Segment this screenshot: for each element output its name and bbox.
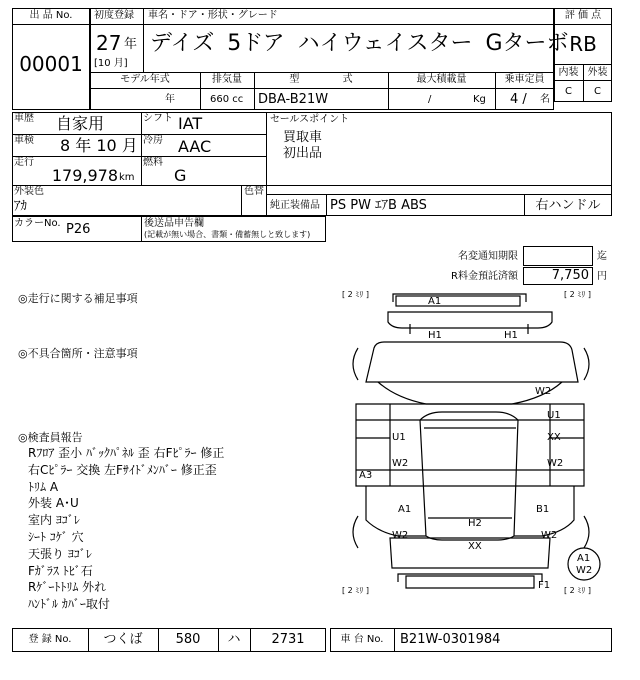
- driving-notes-title: ◎走行に関する補足事項: [18, 292, 138, 305]
- mark-h1-left: H1: [428, 330, 442, 341]
- mark-h2-center: H2: [468, 518, 482, 529]
- first-reg-label: 初度登録: [94, 10, 134, 21]
- defects-title: ◎不具合箇所・注意事項: [18, 347, 138, 360]
- lot-number-label: 出 品 No.: [29, 10, 73, 21]
- notice-box: [523, 246, 593, 266]
- mark-a1-circle: A1: [577, 553, 591, 564]
- color-change-label: 色替: [244, 186, 264, 197]
- report-line: Rｹﾞｰﾄﾄﾘﾑ 外れ: [28, 580, 107, 595]
- shift-value: IAT: [178, 114, 203, 133]
- capacity-label: 乗車定員: [504, 74, 545, 85]
- mark-u1-left: U1: [392, 432, 406, 443]
- car-desc-label: 車名・ドア・形状・グレード: [148, 10, 278, 21]
- notice-unit: 迄: [597, 251, 607, 262]
- mark-h1-right: H1: [504, 330, 518, 341]
- mark-w2-right: W2: [547, 458, 564, 469]
- exterior-grade: C: [594, 86, 601, 97]
- model-year-value: 年: [165, 94, 175, 105]
- max-load-unit: Kg: [473, 94, 486, 105]
- tire-label-tr: [ 2 ﾐﾘ ]: [564, 290, 591, 299]
- max-load-label: 最大積載量: [416, 74, 467, 85]
- first-reg-year-unit: 年: [124, 37, 138, 52]
- inspector-title: ◎検査員報告: [18, 431, 83, 444]
- capacity-value: 4 /: [510, 92, 527, 107]
- reg-kana: ハ: [227, 632, 241, 647]
- inspection-value: 8 年 10 月: [60, 136, 138, 155]
- displacement-value: 660 cc: [210, 94, 244, 105]
- car-diagram: [338, 288, 612, 628]
- mark-xx-center: XX: [468, 541, 482, 552]
- reg-area: つくば: [103, 632, 143, 647]
- type-value: DBA-B21W: [258, 92, 329, 107]
- mark-a1-left: A1: [398, 504, 412, 515]
- recycle-value: 7,750: [551, 268, 589, 283]
- mark-xx-right: XX: [547, 432, 561, 443]
- displacement-label: 排気量: [212, 74, 242, 85]
- model-year-label: モデル年式: [120, 74, 170, 85]
- report-line: ﾊﾝﾄﾞﾙ ｶﾊﾞｰ取付: [28, 597, 110, 612]
- tire-label-tl: [ 2 ﾐﾘ ]: [342, 290, 369, 299]
- mark-f1-bottom: F1: [538, 580, 551, 591]
- capacity-unit: 名: [540, 94, 550, 105]
- docs-note: (記載が無い場合、書類・備蓄無しと致します): [144, 230, 311, 239]
- docs-label: 後送品申告欄: [144, 218, 204, 229]
- mileage-label: 走行: [14, 157, 34, 168]
- report-line: Fｶﾞﾗｽ ﾄﾋﾞ石: [28, 563, 93, 578]
- reg-number: 2731: [271, 632, 305, 647]
- first-reg-month: [10 月]: [94, 58, 128, 69]
- mark-u1-right: U1: [547, 410, 561, 421]
- report-line: ｼｰﾄ ｺｹﾞ 穴: [28, 529, 84, 544]
- report-line: 右Cﾋﾟﾗｰ 交換 左Fｻｲﾄﾞﾒﾝﾊﾞｰ 修正歪: [28, 462, 217, 477]
- history-label: 車歴: [14, 113, 34, 124]
- chassis-value: B21W-0301984: [400, 632, 501, 647]
- color-no-label: カラーNo.: [14, 218, 61, 229]
- max-load-value: /: [428, 94, 432, 105]
- oem-equip-label: 純正装備品: [270, 200, 320, 211]
- ac-value: AAC: [178, 137, 212, 156]
- recycle-unit: 円: [597, 271, 607, 282]
- ac-label: 冷房: [143, 135, 163, 146]
- inspector-report: [28, 445, 224, 613]
- mileage-unit: km: [119, 172, 135, 183]
- type-label: 型 式: [289, 74, 353, 85]
- ext-color-label: 外装色: [14, 186, 44, 197]
- first-reg-year: 27: [96, 31, 122, 55]
- fuel-value: G: [174, 166, 187, 185]
- interior-label: 内装: [558, 67, 579, 78]
- car-name: デイズ 5ドア ハイウェイスター Gターボ: [150, 31, 569, 56]
- report-line: Rﾌﾛｱ 歪小 ﾊﾞｯｸﾊﾟﾈﾙ 歪 右Fﾋﾟﾗｰ 修正: [28, 446, 225, 460]
- mark-w2-left: W2: [392, 458, 409, 469]
- reg-label: 登 録 No.: [28, 634, 72, 645]
- sales-point-1: 買取車: [283, 130, 323, 145]
- shift-label: シフト: [143, 113, 173, 124]
- recycle-label: R料金預託済額: [451, 271, 518, 282]
- fuel-label: 燃料: [143, 157, 163, 168]
- tire-label-bl: [ 2 ﾐﾘ ]: [342, 586, 369, 595]
- report-line: 外装 A･U: [28, 496, 79, 511]
- mark-w2-circle: W2: [576, 565, 593, 576]
- history-value: 自家用: [56, 114, 105, 133]
- ext-color-value: ｱｶ: [14, 199, 27, 214]
- grade-value: RB: [569, 32, 597, 56]
- notice-label: 名変通知期限: [458, 251, 518, 262]
- report-line: ﾄﾘﾑ A: [28, 479, 59, 494]
- exterior-label: 外装: [587, 67, 608, 78]
- reg-class: 580: [175, 632, 201, 647]
- color-no-value: P26: [66, 222, 91, 237]
- mark-w2-right-upper: W2: [535, 386, 552, 397]
- sales-point-2: 初出品: [283, 146, 323, 161]
- chassis-label: 車 台 No.: [340, 634, 384, 645]
- mileage-value: 179,978: [51, 166, 118, 185]
- mark-w2-left-lower: W2: [392, 530, 409, 541]
- steering-value: 右ハンドル: [535, 198, 601, 213]
- tire-label-br: [ 2 ﾐﾘ ]: [564, 586, 591, 595]
- lot-number: 00001: [19, 52, 83, 76]
- mark-b1-right: B1: [536, 504, 550, 515]
- mark-w2-right-lower: W2: [541, 530, 558, 541]
- sales-point-label: セールスポイント: [270, 114, 350, 125]
- inspection-label: 車検: [14, 135, 34, 146]
- interior-grade: C: [565, 86, 572, 97]
- report-line: 室内 ﾖｺﾞﾚ: [28, 513, 80, 528]
- grade-label: 評 価 点: [564, 10, 602, 21]
- mark-a1-top: A1: [428, 296, 442, 307]
- mark-a3-left: A3: [359, 470, 373, 481]
- report-line: 天張り ﾖｺﾞﾚ: [28, 546, 92, 561]
- oem-equip-value: PS PW ｴｱB ABS: [330, 198, 427, 213]
